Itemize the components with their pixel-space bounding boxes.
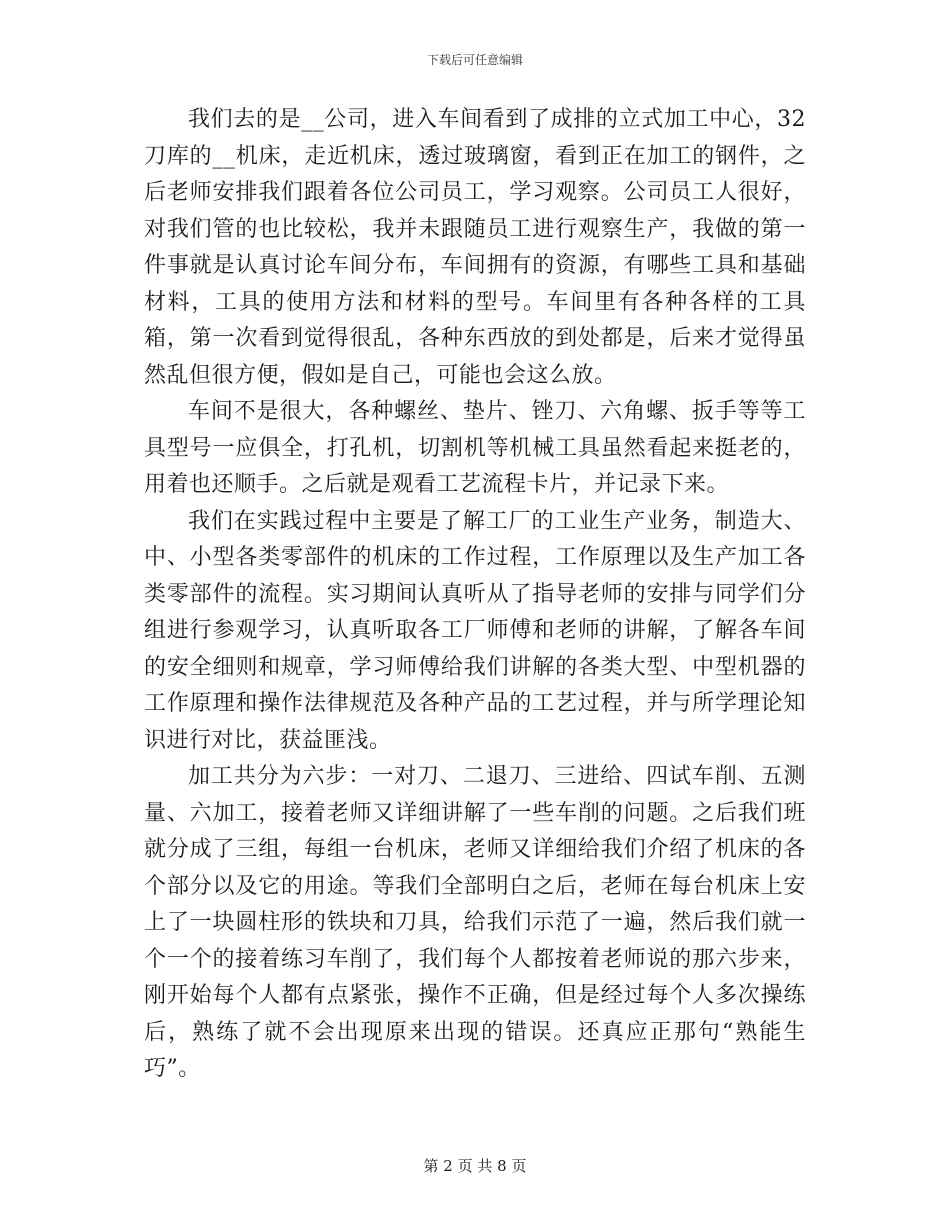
page-header: 下载后可任意编辑 [426, 53, 523, 67]
paragraph-workshop-tools: 车间不是很大，各种螺丝、垫片、锉刀、六角螺、扳手等等工具型号一应俱全，打孔机，切割机等机械工具虽然看起来挺老的，用着也还顺手。之后就是观看工艺流程卡片，并记录下来。 [144, 399, 806, 497]
document-body [144, 102, 806, 1088]
page-number: 第 2 页 共 8 页 [423, 1157, 527, 1175]
paragraph-practice-process: 我们在实践过程中主要是了解工厂的工业生产业务，制造大、中、小型各类零部件的机床的工作过程，工作原理以及生产加工各类零部件的流程。实习期间认真听从了指导老师的安排与同学们分组进行参观学习，认真听取各工厂师傅和老师的讲解，了解各车间的安全细则和规章，学习师傅给我们讲解的各类大型、中型机器的工作原理和操作法律规范及各种产品的工艺过程，并与所学理论知识进行对比，获益匪浅。 [144, 508, 806, 753]
paragraph-machining-steps: 加工共分为六步：一对刀、二退刀、三进给、四试车削、五测量、六加工，接着老师又详细讲解了一些车削的问题。之后我们班就分成了三组，每组一台机床，老师又详细给我们介绍了机床的各个部分以及它的用途。等我们全部明白之后，老师在每台机床上安上了一块圆柱形的铁块和刀具，给我们示范了一遍，然后我们就一个一个的接着练习车削了，我们每个人都按着老师说的那六步来，刚开始每个人都有点紧张，操作不正确，但是经过每个人多次操练后，熟练了就不会出现原来出现的错误。还真应正那句“熟能生巧”。 [144, 764, 806, 1081]
paragraph-workshop-visit: 我们去的是__公司，进入车间看到了成排的立式加工中心，32刀库的__机床，走近机床，透过玻璃窗，看到正在加工的钢件，之后老师安排我们跟着各位公司员工，学习观察。公司员工人很好，对我们管的也比较松，我并未跟随员工进行观察生产，我做的第一件事就是认真讨论车间分布，车间拥有的资源，有哪些工具和基础材料，工具的使用方法和材料的型号。车间里有各种各样的工具箱，第一次看到觉得很乱，各种东西放的到处都是，后来才觉得虽然乱但很方便，假如是自己，可能也会这么放。 [144, 107, 806, 388]
